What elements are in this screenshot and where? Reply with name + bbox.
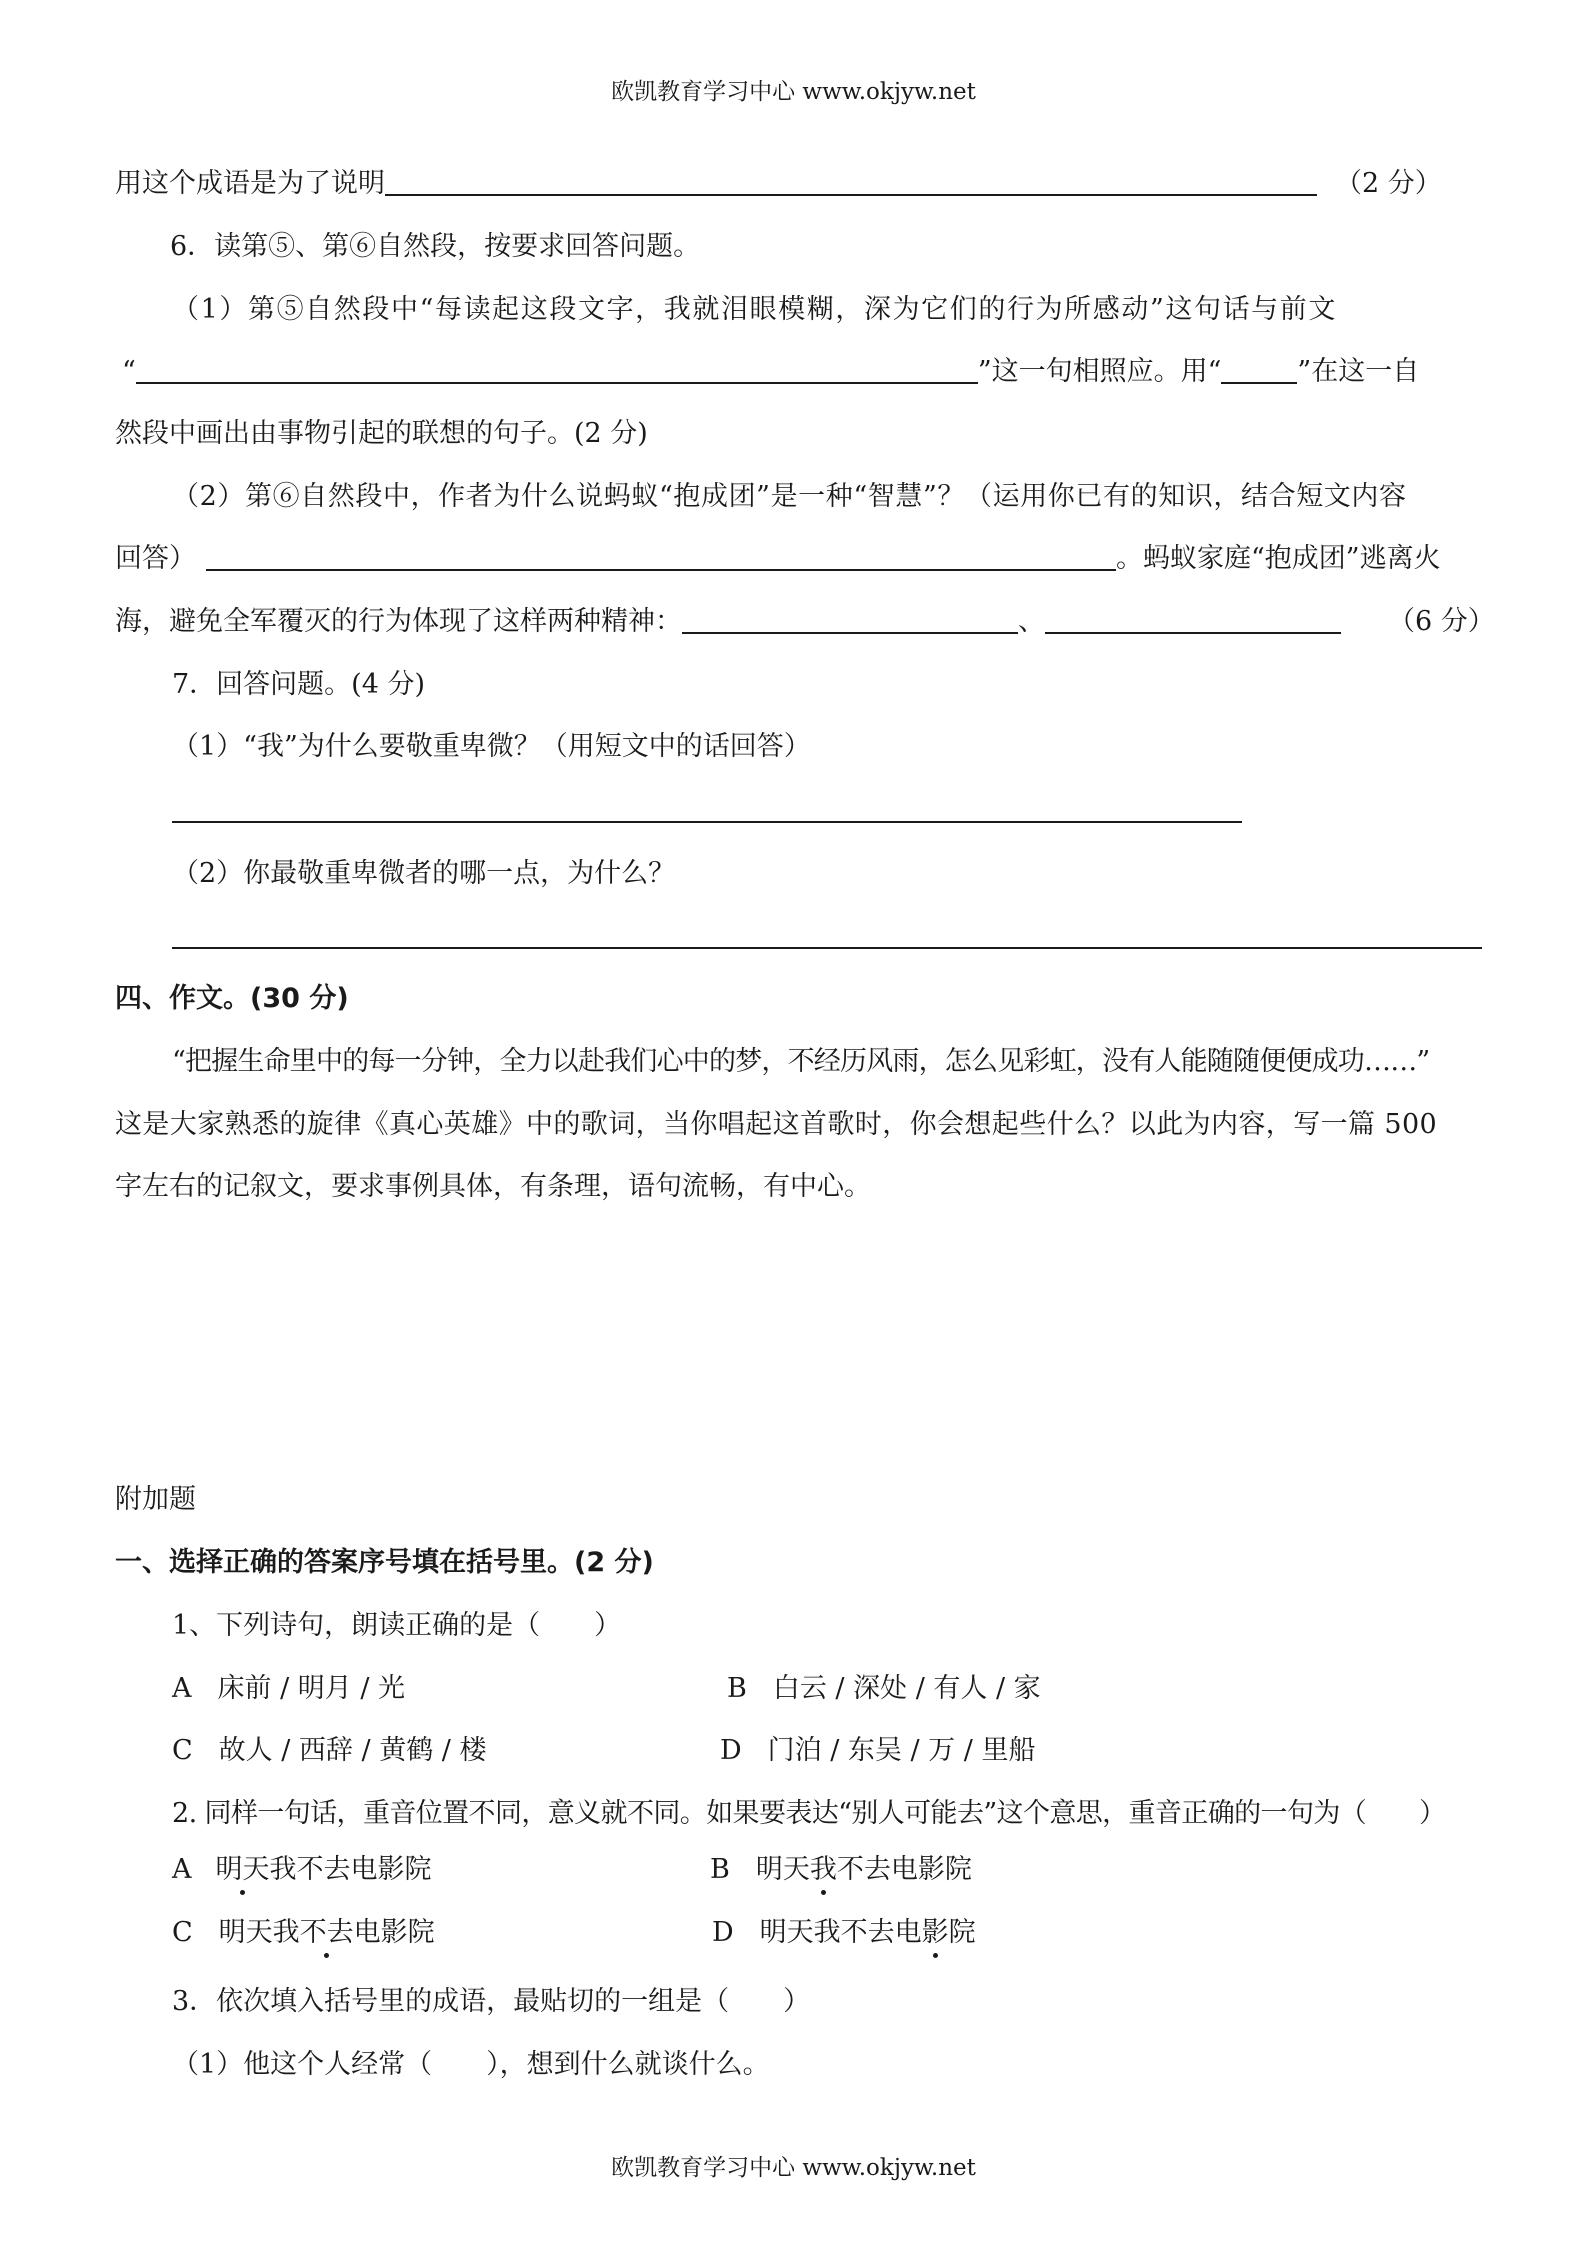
option-text-pre: 明天我不去 [759,1917,895,1948]
answer-line[interactable] [172,947,1482,949]
q6-1-line2 [122,355,1419,389]
option-text-post: 电影院 [353,1917,435,1948]
q5-prefix: 用这个成语是为了说明 [115,168,385,199]
option-letter: B [710,1854,730,1885]
q6-1-mid-text: ”这一句相照应。用“ [977,356,1222,387]
q6-1-line3: 然段中画出由事物引起的联想的句子。(2 分) [115,418,648,449]
extra-title: 附加题 [115,1484,196,1515]
section-4-title: 四、作文。(30 分) [115,983,349,1014]
q1-option-a[interactable] [172,1672,405,1706]
q2-option-d[interactable] [712,1916,976,1950]
q6-2-line2 [115,542,1441,576]
q7-title: 7．回答问题。(4 分) [172,669,426,700]
page-footer: 欧凯教育学习中心 www.okjyw.net [611,2155,976,2181]
option-letter: C [172,1917,193,1948]
q2-option-c[interactable] [172,1916,435,1950]
answer-blank[interactable] [385,168,1317,196]
extra-q2: 2. 同样一句话，重音位置不同，意义就不同。如果要表达“别人可能去”这个意思，重音正确的一句为（ ） [172,1798,1446,1829]
option-letter: B [727,1673,747,1704]
extra-q3: 3．依次填入括号里的成语，最贴切的一组是（ ） [172,1986,811,2017]
open-quote: “ [122,356,136,387]
underline-sample [1221,356,1297,384]
stressed-text: 明天 [215,1854,270,1885]
option-text-post: 不去电影院 [836,1854,972,1885]
answer-line[interactable] [172,821,1242,823]
q6-2-line3 [115,605,1341,639]
q1-option-d[interactable] [720,1734,1035,1768]
stressed-text: 电影院 [894,1917,976,1948]
q6-2-line3-prefix: 海，避免全军覆灭的行为体现了这样两种精神： [115,606,682,637]
extra-q1: 1、下列诗句，朗读正确的是（ ） [172,1610,622,1641]
option-text-pre: 明天 [755,1854,810,1885]
option-text: 门泊 / 东吴 / 万 / 里船 [767,1735,1036,1766]
extra-part1-title: 一、选择正确的答案序号填在括号里。(2 分) [115,1547,654,1578]
q6-1-line1: （1）第⑤自然段中“每读起这段文字，我就泪眼模糊，深为它们的行为所感动”这句话与前文 [172,294,1337,325]
q5-score: （2 分） [1335,168,1442,199]
answer-blank[interactable] [1045,606,1341,634]
essay-line-1: “把握生命里中的每一分钟，全力以赴我们心中的梦，不经历风雨，怎么见彩虹，没有人能随随便便成功……” [172,1046,1430,1077]
option-letter: A [172,1673,192,1704]
q6-2-score: （6 分） [1388,606,1495,637]
q7-1: （1）“我”为什么要敬重卑微？（用短文中的话回答） [172,731,811,762]
essay-line-3: 字左右的记叙文，要求事例具体，有条理，语句流畅，有中心。 [115,1171,871,1202]
q2-option-b[interactable] [710,1853,972,1887]
q6-2-prefix: 回答） [115,543,196,574]
stressed-text: 不去 [299,1917,354,1948]
answer-blank[interactable] [136,356,978,384]
option-letter: D [712,1917,734,1948]
option-text: 白云 / 深处 / 有人 / 家 [772,1673,1041,1704]
page-header: 欧凯教育学习中心 www.okjyw.net [611,79,976,105]
q6-2-line1: （2）第⑥自然段中，作者为什么说蚂蚁“抱成团”是一种“智慧”？（运用你已有的知识，结合短文内容 [172,481,1407,512]
option-text-pre: 明天我 [218,1917,300,1948]
essay-line-2: 这是大家熟悉的旋律《真心英雄》中的歌词，当你唱起这首歌时，你会想起些什么？以此为内容，写一篇 500 [115,1109,1438,1140]
q1-option-b[interactable] [727,1672,1041,1706]
answer-blank[interactable] [206,543,1116,571]
option-letter: A [172,1854,192,1885]
option-text: 床前 / 明月 / 光 [217,1673,406,1704]
q7-2: （2）你最敬重卑微者的哪一点，为什么？ [172,858,676,889]
q6-title: 6．读第⑤、第⑥自然段，按要求回答问题。 [170,231,701,262]
q5-line [115,167,1317,201]
extra-q3-1: （1）他这个人经常（ ），想到什么就谈什么。 [172,2049,770,2080]
q6-1-end-text: ”在这一自 [1297,356,1420,387]
option-letter: D [720,1735,742,1766]
q6-2-suffix: 。蚂蚁家庭“抱成团”逃离火 [1116,543,1441,574]
option-letter: C [172,1735,193,1766]
option-text: 故人 / 西辞 / 黄鹤 / 楼 [218,1735,487,1766]
answer-blank[interactable] [682,606,1018,634]
q1-option-c[interactable] [172,1734,486,1768]
option-text-post: 我不去电影院 [269,1854,432,1885]
separator: 、 [1018,606,1045,637]
q2-option-a[interactable] [172,1853,432,1887]
stressed-text: 我 [809,1854,837,1885]
